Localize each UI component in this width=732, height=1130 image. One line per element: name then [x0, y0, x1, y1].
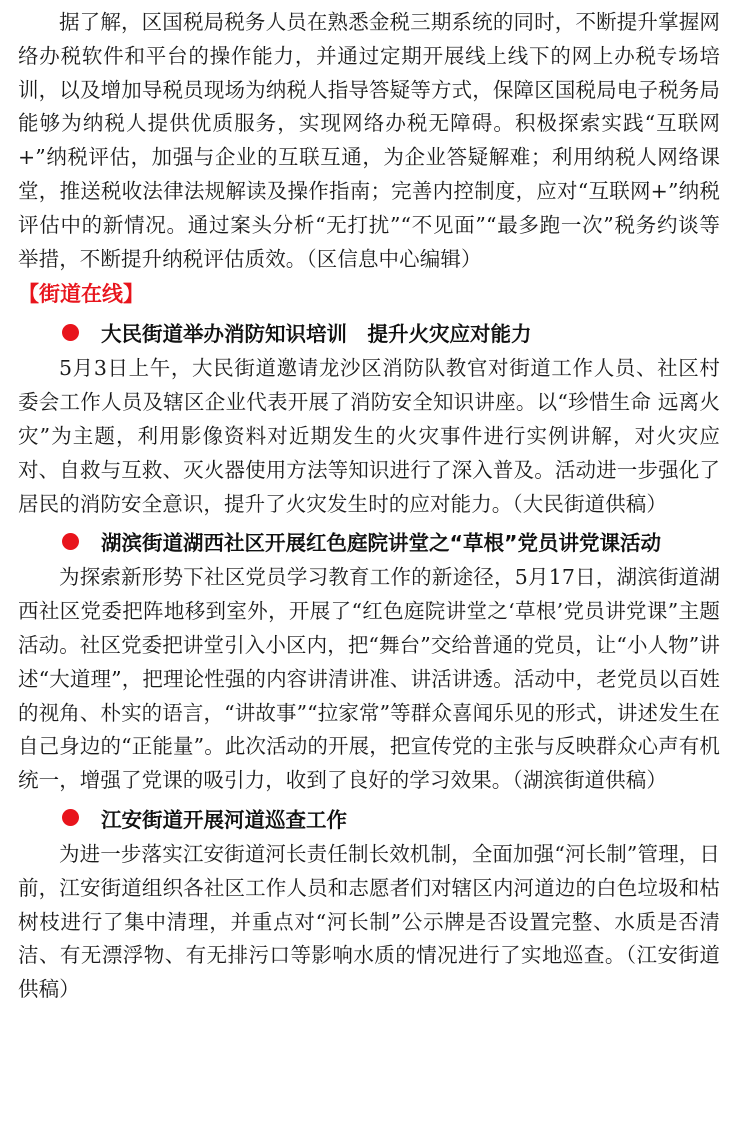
- section-heading: 【街道在线】: [18, 282, 144, 307]
- document-page: [18, 6, 720, 1007]
- article-3-title: [18, 798, 720, 838]
- article-1-body: 5月3日上午，大民街道邀请龙沙区消防队教官对街道工作人员、社区村委会工作人员及辖区企业代表开展了消防安全知识讲座。以“珍惜生命 远离火灾”为主题，利用影像资料对近期发生的火灾事件进行实例讲解，对火灾应对、自救与互救、灭火器使用方法等知识进行了深入普及。活动进一步强化了居民的消防安全意识，提升了火灾发生时的应对能力。（大民街道供稿）: [18, 356, 720, 516]
- article-2-body: 为探索新形势下社区党员学习教育工作的新途径，5月17日，湖滨街道湖西社区党委把阵地移到室外，开展了“红色庭院讲堂之‘草根’党员讲党课”主题活动。社区党委把讲堂引入小区内，把“舞台”交给普通的党员，让“小人物”讲述“大道理”，把理论性强的内容讲清讲准、讲活讲透。活动中，老党员以百姓的视角、朴实的语言，“讲故事”“拉家常”等群众喜闻乐见的形式，讲述发生在自己身边的“正能量”。此次活动的开展，把宣传党的主张与反映群众心声有机统一，增强了党课的吸引力，收到了良好的学习效果。（湖滨街道供稿）: [18, 565, 720, 793]
- article-1-title-text: 大民街道举办消防知识培训 提升火灾应对能力: [101, 322, 532, 347]
- article-1-title: [18, 312, 720, 352]
- article-2-title: [18, 521, 720, 561]
- intro-paragraph: 据了解，区国税局税务人员在熟悉金税三期系统的同时，不断提升掌握网络办税软件和平台的操作能力，并通过定期开展线上线下的网上办税专场培训，以及增加导税员现场为纳税人指导答疑等方式，保障区国税局电子税务局能够为纳税人提供优质服务，实现网络办税无障碍。积极探索实践“互联网+”纳税评估，加强与企业的互联互通，为企业答疑解难；利用纳税人网络课堂，推送税收法律法规解读及操作指南；完善内控制度，应对“互联网+”纳税评估中的新情况。通过案头分析“无打扰”“不见面”“最多跑一次”税务约谈等举措，不断提升纳税评估质效。（区信息中心编辑）: [18, 10, 720, 271]
- bullet-dot-icon: [62, 809, 79, 826]
- bullet-dot-icon: [62, 533, 79, 550]
- article-3-title-text: 江安街道开展河道巡查工作: [101, 807, 347, 832]
- article-2: [18, 521, 720, 798]
- article-1: [18, 312, 720, 521]
- article-3-body: 为进一步落实江安街道河长责任制长效机制，全面加强“河长制”管理，日前，江安街道组织各社区工作人员和志愿者们对辖区内河道边的白色垃圾和枯树枝进行了集中清理，并重点对“河长制”公示牌是否设置完整、水质是否清洁、有无漂浮物、有无排污口等影响水质的情况进行了实地巡查。（江安街道供稿）: [18, 841, 720, 1002]
- article-2-title-text: 湖滨街道湖西社区开展红色庭院讲堂之“草根”党员讲党课活动: [101, 531, 661, 556]
- bullet-dot-icon: [62, 324, 79, 341]
- article-3: [18, 798, 720, 1007]
